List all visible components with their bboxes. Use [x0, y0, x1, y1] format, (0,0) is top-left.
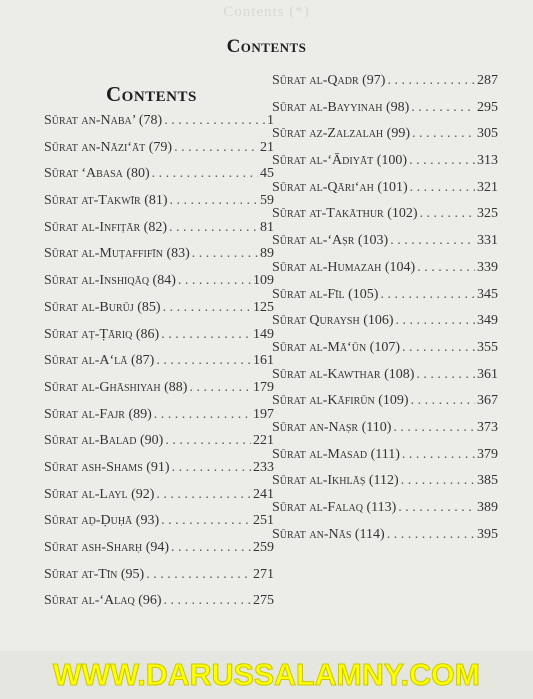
- page-number: 373: [477, 419, 498, 435]
- toc-entry[interactable]: [44, 353, 274, 380]
- dot-leader: [410, 180, 475, 196]
- toc-entry[interactable]: [44, 487, 274, 514]
- dot-leader: [161, 327, 251, 343]
- surah-name: Sūrat al-Mā‘ūn (107): [272, 339, 400, 355]
- surah-name: Sūrat al-Masad (111): [272, 446, 400, 462]
- page-number: 221: [253, 433, 274, 449]
- toc-entry[interactable]: [44, 273, 274, 300]
- dot-leader: [417, 260, 475, 276]
- surah-name: Sūrat al-Humazah (104): [272, 259, 416, 275]
- dot-leader: [161, 513, 251, 529]
- toc-entry[interactable]: [44, 513, 274, 540]
- page-number: 295: [477, 99, 498, 115]
- dot-leader: [416, 367, 475, 383]
- toc-entry[interactable]: [272, 180, 498, 207]
- toc-entry[interactable]: [44, 140, 274, 167]
- page-title: Contents: [226, 36, 307, 57]
- dot-leader: [393, 420, 475, 436]
- toc-entry[interactable]: [44, 246, 274, 273]
- toc-entry[interactable]: [272, 340, 498, 367]
- dot-leader: [411, 393, 475, 409]
- page-number: 325: [477, 206, 498, 222]
- page-number: 197: [253, 406, 274, 422]
- toc-entry[interactable]: [44, 300, 274, 327]
- page-number: 361: [477, 366, 498, 382]
- dot-leader: [398, 500, 475, 516]
- surah-name: Sūrat al-Infiṭār (82): [44, 219, 167, 235]
- dot-leader: [174, 140, 258, 156]
- surah-name: Sūrat al-A‘lā (87): [44, 353, 155, 369]
- dot-leader: [156, 487, 251, 503]
- page-number: 395: [477, 526, 498, 542]
- toc-entry[interactable]: [44, 166, 274, 193]
- page-number: 287: [477, 73, 498, 88]
- dot-leader: [164, 593, 251, 609]
- dot-leader: [165, 433, 251, 449]
- page-number: 355: [477, 339, 498, 355]
- surah-name: Sūrat az-Zalzalah (99): [272, 126, 410, 142]
- toc-left-column: [44, 113, 274, 620]
- dot-leader: [409, 153, 475, 169]
- page-number: 367: [477, 393, 498, 409]
- toc-entry[interactable]: [272, 393, 498, 420]
- toc-entry[interactable]: [44, 540, 274, 567]
- toc-entry[interactable]: [44, 220, 274, 247]
- surah-name: Sūrat at-Takāthur (102): [272, 206, 418, 222]
- dot-leader: [420, 206, 475, 222]
- dot-leader: [146, 567, 251, 583]
- surah-name: Sūrat al-Kawthar (108): [272, 366, 415, 382]
- toc-entry[interactable]: [44, 433, 274, 460]
- toc-entry[interactable]: [272, 287, 498, 314]
- toc-entry[interactable]: [272, 206, 498, 233]
- toc-entry[interactable]: [272, 233, 498, 260]
- surah-name: Sūrat al-Qāri‘ah (101): [272, 179, 408, 195]
- surah-name: Sūrat Quraysh (106): [272, 313, 394, 329]
- dot-leader: [390, 233, 475, 249]
- surah-name: Sūrat al-Inshiqāq (84): [44, 273, 176, 289]
- toc-entry[interactable]: [44, 593, 274, 620]
- surah-name: Sūrat al-Ikhlāṣ (112): [272, 473, 399, 489]
- dot-leader: [164, 113, 265, 129]
- toc-right-column: [272, 73, 498, 553]
- dot-leader: [154, 407, 251, 423]
- surah-name: Sūrat al-Layl (92): [44, 486, 155, 502]
- surah-name: Sūrat al-Kāfirūn (109): [272, 393, 409, 409]
- surah-name: Sūrat ash-Sharḥ (94): [44, 540, 170, 555]
- toc-entry[interactable]: [272, 126, 498, 153]
- dot-leader: [172, 460, 251, 476]
- page-number: 59: [260, 193, 274, 209]
- toc-entry[interactable]: [44, 407, 274, 434]
- dot-leader: [396, 313, 475, 329]
- toc-entry[interactable]: [272, 100, 498, 127]
- toc-entry[interactable]: [44, 113, 274, 140]
- page-number: 379: [477, 446, 498, 462]
- page-number: 109: [253, 273, 274, 289]
- bleed-through-text: Contents (*): [223, 4, 310, 20]
- page-number: 233: [253, 459, 274, 475]
- page-number: 339: [477, 259, 498, 275]
- page-number: 89: [260, 246, 274, 262]
- surah-name: Sūrat an-Nāzi‘āt (79): [44, 139, 173, 155]
- toc-entry[interactable]: [272, 260, 498, 287]
- toc-entry[interactable]: [44, 567, 274, 594]
- surah-name: Sūrat al-Burūj (85): [44, 299, 161, 315]
- toc-entry[interactable]: [44, 327, 274, 354]
- dot-leader: [170, 193, 258, 209]
- surah-name: Sūrat al-‘Aṣr (103): [272, 233, 389, 249]
- page-number: 331: [477, 233, 498, 249]
- toc-entry[interactable]: [272, 153, 498, 180]
- surah-name: Sūrat at-Takwīr (81): [44, 193, 168, 209]
- toc-entry[interactable]: [44, 193, 274, 220]
- toc-entry[interactable]: [272, 367, 498, 394]
- page-number: 275: [253, 593, 274, 609]
- surah-name: Sūrat al-Fajr (89): [44, 406, 152, 422]
- surah-name: Sūrat al-Ghāshiyah (88): [44, 379, 188, 395]
- toc-entry[interactable]: [272, 473, 498, 500]
- surah-name: Sūrat an-Naṣr (110): [272, 419, 392, 435]
- toc-entry[interactable]: [272, 527, 498, 554]
- dot-leader: [152, 166, 258, 182]
- page-number: 125: [253, 299, 274, 315]
- toc-entry[interactable]: [272, 313, 498, 340]
- dot-leader: [412, 126, 475, 142]
- dot-leader: [380, 287, 475, 303]
- surah-name: Sūrat al-Qadr (97): [272, 73, 386, 88]
- page-number: 349: [477, 313, 498, 329]
- surah-name: Sūrat an-Nās (114): [272, 526, 385, 542]
- surah-name: Sūrat al-Balad (90): [44, 433, 164, 449]
- dot-leader: [163, 300, 251, 316]
- toc-entry[interactable]: [272, 420, 498, 447]
- surah-name: Sūrat al-Muṭaffifīn (83): [44, 246, 190, 262]
- dot-leader: [387, 527, 475, 543]
- page-number: 81: [260, 219, 274, 235]
- page-number: 389: [477, 500, 498, 515]
- dot-leader: [402, 340, 475, 356]
- dot-leader: [387, 73, 475, 89]
- toc-entry[interactable]: [272, 447, 498, 474]
- watermark-url[interactable]: WWW.DARUSSALAMNY.COM: [53, 657, 480, 692]
- toc-entry[interactable]: [44, 460, 274, 487]
- page-number: 45: [260, 166, 274, 182]
- dot-leader: [402, 447, 475, 463]
- surah-name: Sūrat al-‘Ādiyāt (100): [272, 153, 408, 169]
- toc-entry[interactable]: [272, 73, 498, 100]
- page-number: 305: [477, 126, 498, 142]
- dot-leader: [192, 246, 258, 262]
- dot-leader: [171, 540, 251, 556]
- toc-entry[interactable]: [272, 500, 498, 527]
- page-number: 241: [253, 486, 274, 502]
- surah-name: Sūrat ‘Abasa (80): [44, 166, 150, 182]
- toc-entry[interactable]: [44, 380, 274, 407]
- surah-name: Sūrat ash-Shams (91): [44, 459, 170, 475]
- dot-leader: [156, 353, 251, 369]
- surah-name: Sūrat aḍ-Ḍuḥā (93): [44, 513, 160, 529]
- page-number: 345: [477, 286, 498, 302]
- dot-leader: [401, 473, 475, 489]
- surah-name: Sūrat al-Falaq (113): [272, 500, 397, 515]
- section-heading: Contents: [106, 82, 197, 106]
- dot-leader: [411, 100, 475, 116]
- surah-name: Sūrat al-Fīl (105): [272, 286, 379, 302]
- page-number: 313: [477, 153, 498, 169]
- surah-name: Sūrat at-Tīn (95): [44, 566, 145, 582]
- dot-leader: [189, 380, 251, 396]
- page-number: 259: [253, 540, 274, 555]
- surah-name: Sūrat al-Bayyinah (98): [272, 99, 410, 115]
- page-number: 161: [253, 353, 274, 369]
- page-number: 149: [253, 326, 274, 342]
- page-number: 271: [253, 566, 274, 582]
- page-number: 251: [253, 513, 274, 529]
- page-number: 21: [260, 139, 274, 155]
- page-number: 385: [477, 473, 498, 489]
- page-number: 179: [253, 379, 274, 395]
- surah-name: Sūrat an-Naba’ (78): [44, 113, 163, 128]
- surah-name: Sūrat aṭ-Ṭāriq (86): [44, 326, 160, 342]
- dot-leader: [178, 273, 251, 289]
- dot-leader: [169, 220, 258, 236]
- surah-name: Sūrat al-‘Alaq (96): [44, 593, 162, 609]
- page-number: 1: [267, 113, 274, 128]
- page-number: 321: [477, 179, 498, 195]
